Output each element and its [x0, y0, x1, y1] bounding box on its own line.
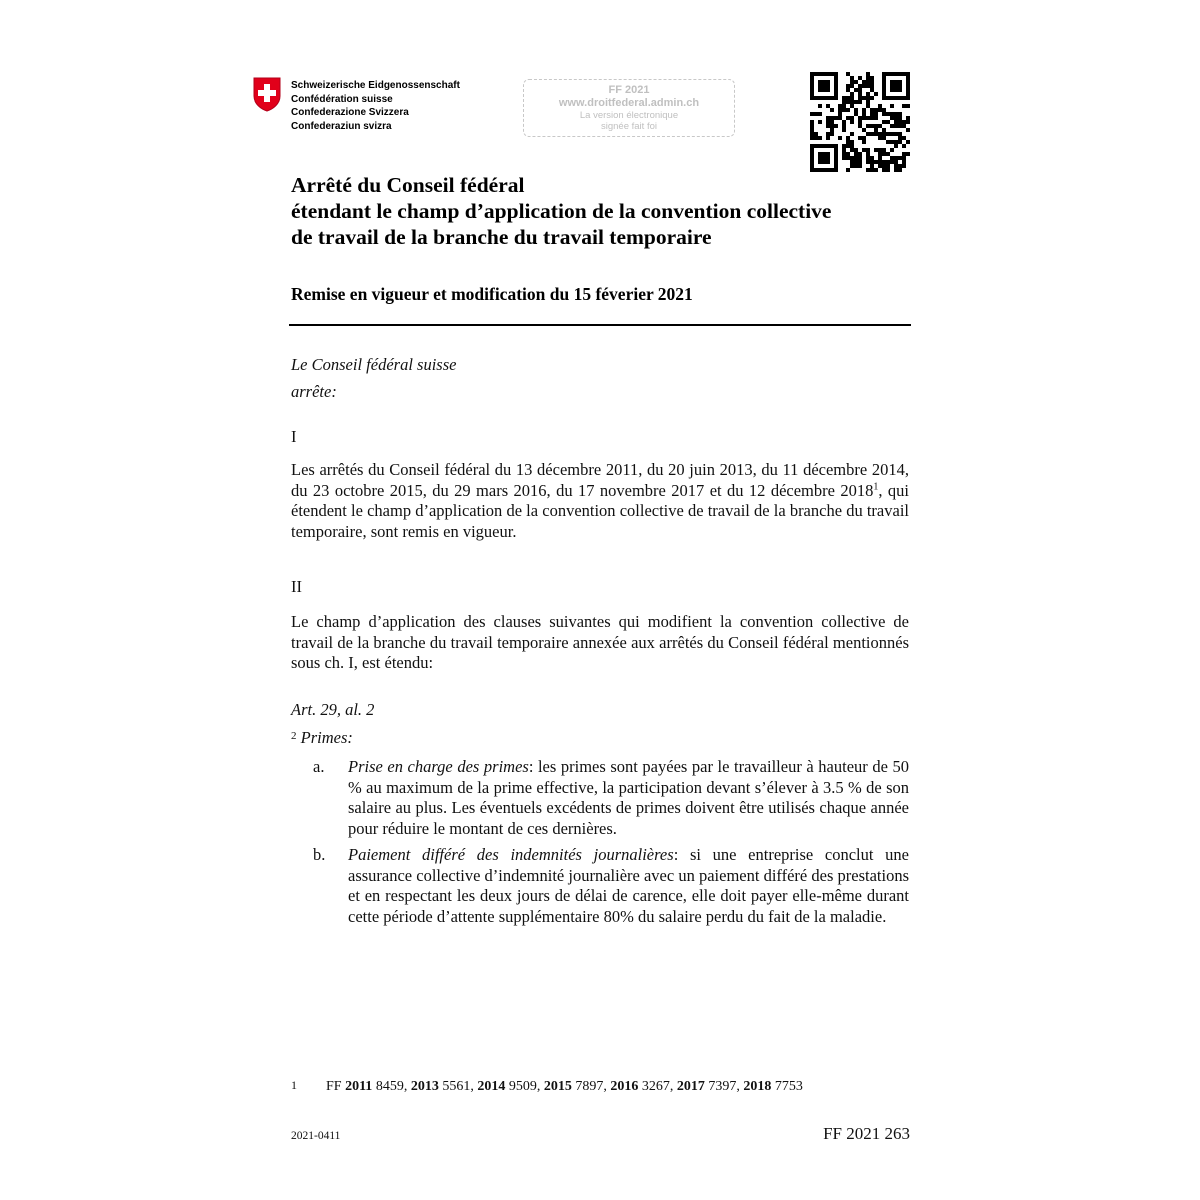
- document-subtitle: Remise en vigueur et modification du 15 féverier 2021: [291, 284, 693, 304]
- stamp-note: La version électronique: [579, 110, 679, 121]
- list-item-label: Prise en charge des primes: [348, 757, 529, 776]
- ref-year: 2011: [345, 1079, 373, 1094]
- ref-page: 8459: [375, 1079, 404, 1094]
- paragraph-number: 2: [291, 730, 297, 742]
- ref-page: 3267: [641, 1079, 670, 1094]
- list-item-letter: b.: [313, 845, 326, 864]
- ff-reference: FF 2021 263: [823, 1124, 910, 1143]
- ref-year: 2016: [610, 1079, 639, 1094]
- list-item: [348, 757, 909, 839]
- footnote-number: 1: [291, 1078, 297, 1092]
- footnote-prefix: FF: [326, 1079, 342, 1094]
- ref-page: 7897: [575, 1079, 604, 1094]
- electronic-version-stamp: [523, 79, 735, 137]
- ref-year: 2017: [676, 1079, 705, 1094]
- ref-year: 2014: [477, 1079, 506, 1094]
- list-item-text: : si une entreprise conclut une assurance collective d’indemnité journalière avec un paiement différé des prestations et en respectant les deux jours de délai de carence, elle doit payer elle-même durant cette période d’attente supplémentaire 80% du salaire perdu du fait de la maladie.: [348, 845, 909, 926]
- section-1-text-before: Les arrêtés du Conseil fédéral du 13 décembre 2011, du 20 juin 2013, du 11 décembre 2014, du 23 octobre 2015, du 29 mars 2016, du 17 novembre 2017 et du 12 décembre 2018: [291, 460, 909, 500]
- authority-name: [291, 79, 460, 133]
- ref-page: 5561: [442, 1079, 471, 1094]
- ref-page: 9509: [508, 1079, 537, 1094]
- qr-code-icon: [810, 72, 910, 172]
- authority-line: Confédération suisse: [291, 93, 393, 105]
- title-divider: [289, 324, 911, 326]
- section-2-text: Le champ d’application des clauses suivantes qui modifient la convention collective de travail de la branche du travail temporaire annexée aux arrêtés du Conseil fédéral mentionnés sous ch. I, est étendu:: [291, 612, 909, 672]
- list-item-text: : les primes sont payées par le travailleur à hauteur de 50 % au maximum de la prime effective, la participation devant s’élever à 3.5 % de son salaire au plus. Les éventuels excédents de primes doivent être utilisés chaque année pour réduire le montant de ces dernières.: [348, 757, 909, 838]
- stamp-ff: FF 2021: [608, 84, 650, 96]
- swiss-cross-icon: [252, 76, 282, 112]
- authority-line: Confederazione Svizzera: [291, 107, 409, 118]
- list-item: [348, 845, 909, 927]
- stamp-note: signée fait foi: [601, 121, 657, 132]
- ref-page: 7397: [708, 1079, 737, 1094]
- article-heading: Art. 29, al. 2: [291, 700, 375, 719]
- document-code: 2021-0411: [291, 1130, 341, 1142]
- title-line: étendant le champ d’application de la convention collective: [291, 199, 832, 223]
- ref-year: 2015: [543, 1079, 572, 1094]
- footnote-ref[interactable]: 1: [873, 481, 879, 492]
- footnote-text: FF 2011 8459, 2013 5561, 2014 9509, 2015 7897, 2016 3267, 2017 7397, 2018 7753: [326, 1079, 803, 1094]
- paragraph-label: [291, 728, 909, 749]
- ref-year: 2013: [410, 1079, 439, 1094]
- title-line: de travail de la branche du travail temporaire: [291, 225, 712, 249]
- authority-line: Confederaziun svizra: [291, 120, 392, 132]
- section-1-text-after: , qui étendent le champ d’application de la convention collective de travail de la branche du travail temporaire, sont remis en vigueur.: [291, 480, 909, 541]
- list-item-label: Paiement différé des indemnités journalières: [348, 845, 674, 864]
- section-heading: II: [291, 577, 302, 596]
- section-heading: I: [291, 427, 297, 446]
- document-title: [291, 172, 931, 250]
- paragraph-title: Primes:: [300, 728, 353, 747]
- section-1-text: [291, 460, 909, 542]
- list-item-letter: a.: [313, 757, 325, 776]
- stamp-url[interactable]: www.droitfederal.admin.ch: [558, 97, 700, 109]
- ref-page: 7753: [774, 1079, 803, 1094]
- authority-line: Schweizerische Eidgenossenschaft: [291, 80, 460, 91]
- preamble-line: arrête:: [291, 382, 337, 401]
- preamble-line: Le Conseil fédéral suisse: [291, 355, 457, 374]
- title-line: Arrêté du Conseil fédéral: [291, 173, 525, 197]
- ref-year: 2018: [743, 1079, 772, 1094]
